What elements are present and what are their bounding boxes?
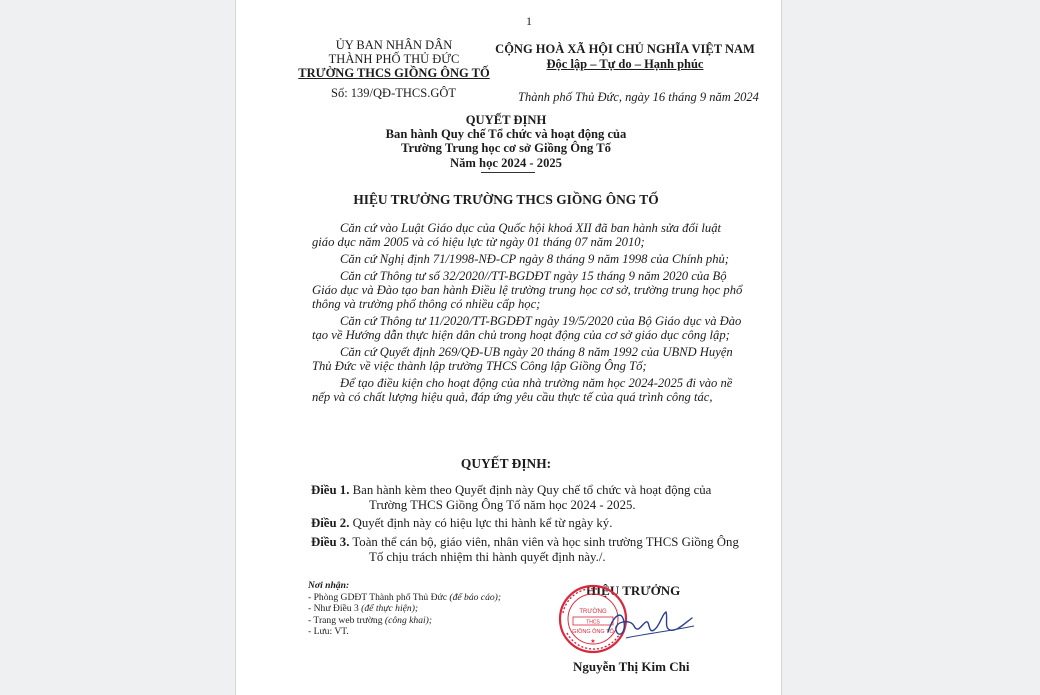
preamble-item: Căn cứ Thông tư số 32/2020//TT-BGDĐT ngày 15 tháng 9 năm 2020 của Bộ Giáo dục và Đào tạo ban hành Điều lệ trường trung học cơ sở, trường trung học phổ thông và trường phổ thông có nhiều cấp học; [312, 269, 743, 311]
svg-text:GIỒNG ÔNG TỐ: GIỒNG ÔNG TỐ [572, 629, 614, 635]
title-line2: Ban hành Quy chế Tổ chức và hoạt động của [385, 127, 627, 142]
svg-text:TRƯỜNG: TRƯỜNG [579, 609, 607, 615]
recipients-heading: Nơi nhận: [308, 580, 350, 591]
issue-date: Thành phố Thủ Đức, ngày 16 tháng 9 năm 2024 [518, 90, 759, 104]
recipient-item: - Trang web trường (công khai); [308, 614, 433, 626]
decision-heading: QUYẾT ĐỊNH: [460, 456, 552, 471]
article-3 [311, 535, 747, 565]
preamble [312, 221, 744, 404]
preamble-item: Để tạo điều kiện cho hoạt động của nhà trường năm học 2024-2025 đi vào nề nếp và có chất lượng hiệu quả, đáp ứng yêu cầu thực tế của quá trình công tác, [312, 376, 733, 404]
signer-name: Nguyễn Thị Kim Chi [573, 659, 690, 674]
decision-title [356, 113, 656, 170]
header-left-school: TRƯỜNG THCS GIỒNG ÔNG TỐ [298, 66, 490, 80]
article-label: Điều 1. [311, 483, 350, 497]
preamble-item: Căn cứ Quyết định 269/QĐ-UB ngày 20 tháng 8 năm 1992 của UBND Huyện Thủ Đức về việc thành lập trường THCS Công lập Giồng Ông Tố; [312, 345, 733, 373]
article-2 [311, 516, 747, 531]
page-number: 1 [526, 14, 532, 28]
article-label: Điều 2. [311, 516, 350, 530]
title-line3: Trường Trung học cơ sở Giồng Ông Tố [401, 141, 611, 156]
title-divider [481, 172, 535, 173]
signature-title: HIỆU TRƯỞNG [586, 583, 681, 598]
header-left-line2: THÀNH PHỐ THỦ ĐỨC [328, 52, 460, 66]
national-motto: Độc lập – Tự do – Hạnh phúc [546, 57, 704, 71]
svg-text:★: ★ [590, 639, 596, 645]
national-title: CỘNG HOÀ XÃ HỘI CHỦ NGHĨA VIỆT NAM [495, 42, 755, 56]
issuer-heading: HIỆU TRƯỞNG TRƯỜNG THCS GIỒNG ÔNG TỐ [353, 192, 659, 207]
article-text: Ban hành kèm theo Quyết định này Quy chế tổ chức và hoạt động của Trường THCS Giồng Ông Tố năm học 2024 - 2025. [352, 483, 712, 512]
article-text: Quyết định này có hiệu lực thi hành kể từ ngày ký. [352, 516, 613, 530]
articles [311, 483, 747, 565]
article-text: Toàn thể cán bộ, giáo viên, nhân viên và học sinh trường THCS Giồng Ông Tố chịu trách nhiệm thi hành quyết định này./. [352, 535, 739, 564]
svg-text:THCS: THCS [586, 619, 600, 626]
recipients [308, 580, 501, 638]
article-1 [311, 483, 747, 513]
header-left-line1: ỦY BAN NHÂN DÂN [335, 38, 453, 52]
preamble-item: Căn cứ Thông tư 11/2020/TT-BGDĐT ngày 19/5/2020 của Bộ Giáo dục và Đào tạo về Hướng dẫn thực hiện dân chủ trong hoạt động của cơ sở giáo dục công lập; [312, 314, 742, 342]
recipient-item: - Như Điều 3 (để thực hiện); [308, 603, 419, 615]
handwritten-signature [604, 604, 699, 644]
recipient-item: - Phòng GDĐT Thành phố Thủ Đức (để báo cáo); [308, 591, 502, 603]
preamble-item: Căn cứ vào Luật Giáo dục của Quốc hội khoá XII đã ban hành sửa đổi luật giáo dục năm 2005 và có hiệu lực từ ngày 01 tháng 07 năm 2010; [312, 221, 722, 249]
title-line4: Năm học 2024 - 2025 [450, 155, 562, 170]
preamble-item: Căn cứ Nghị định 71/1998-NĐ-CP ngày 8 tháng 9 năm 1998 của Chính phủ; [340, 252, 729, 266]
decision-number: Số: 139/QĐ-THCS.GÔT [331, 86, 457, 100]
document-page [236, 0, 781, 695]
recipient-item: - Lưu: VT. [308, 626, 349, 638]
title-line1: QUYẾT ĐỊNH [465, 113, 547, 127]
header-right [494, 42, 756, 72]
header-left [294, 38, 494, 80]
article-label: Điều 3. [311, 535, 350, 549]
